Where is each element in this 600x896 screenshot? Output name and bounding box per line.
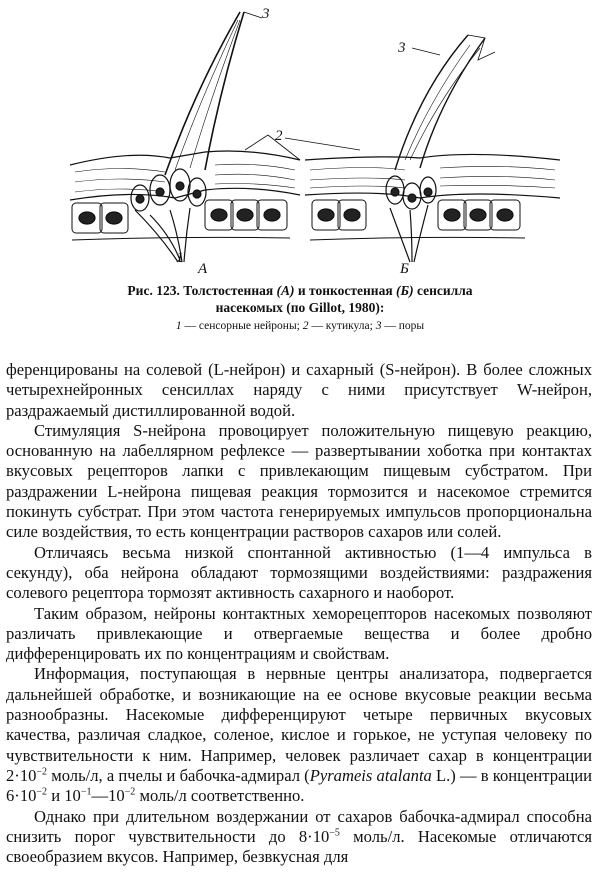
paragraph-5 [6, 664, 592, 806]
paragraph-6 [6, 807, 592, 868]
p5-exp-1: −2 [36, 766, 48, 778]
legend-num-1: 1 [175, 320, 182, 332]
legend-text-3: — поры [381, 320, 425, 332]
legend-text-2: — кутикула; [308, 320, 376, 332]
sensilla-illustration [0, 0, 600, 280]
figure-label-2: 2 [275, 128, 283, 144]
caption-b: (Б) [396, 283, 414, 298]
legend-text-1: — сенсорные нейроны; [181, 320, 303, 332]
legend-num-3: 3 [375, 320, 382, 332]
p5-exp-3: −1 [80, 786, 92, 798]
caption-line-1 [0, 282, 600, 299]
p5-exp-2: −2 [36, 786, 48, 798]
paragraph-3: Отличаясь весьма низкой спонтанной активностью (1—4 импульса в секунду), оба нейрона обладают тормозящими воздействиями: раздражения солевого рецептора тормозят активность сахарного и наоборот. [6, 542, 592, 603]
p5-exp-4: −2 [124, 786, 136, 798]
sensilla-figure [0, 0, 600, 280]
paragraph-1: ференцированы на солевой (L-нейрон) и сахарный (S-нейрон). В более сложных четырехнейронных сенсиллах наряду с ними присутствует W-нейрон, раздражаемый дистиллированной водой. [6, 360, 592, 420]
p5-part-b: моль/л, а пчелы и бабочка-адмирал ( [47, 765, 310, 785]
body-text [6, 360, 592, 867]
p5-part-c: L.) — в концентрации 6·10 [6, 765, 592, 806]
figure-label-a: А [198, 261, 208, 277]
p5-part-f: моль/л соответственно. [135, 786, 305, 806]
caption-suffix: сенсилла [413, 283, 473, 298]
figure-label-3-right: 3 [398, 40, 406, 56]
p6-part-b: моль/л. Насекомые отличаются своеобразием вкусов. Например, безвкусная для [6, 826, 592, 867]
caption-prefix: Рис. 123. Толстостенная [127, 283, 277, 298]
p5-part-a: Информация, поступающая в нервные центры анализатора, подвергается дальнейшей обработке, и возникающие на ее основе вкусовые реакции весьма разнообразны. Насекомые дифференцируют четыре первичных вкусовых качества, различая сладкое, соленое, кислое и горькое, не уступая человеку по чувствительности к ним. Например, человек различает сахар в концентрации 2·10 [6, 664, 592, 785]
p5-part-d: и 10 [47, 786, 81, 806]
paragraph-4: Таким образом, нейроны контактных хеморецепторов насекомых позволяют различать привлекающие и отвергаемые вещества и более дробно дифференцировать их по концентрациям и свойствам. [6, 603, 592, 664]
figure-label-3-left: 3 [262, 6, 270, 22]
caption-mid: и тонкостенная [294, 283, 396, 298]
p5-part-e: —10 [91, 786, 125, 806]
figure-label-b: Б [400, 261, 409, 277]
caption-a: (А) [276, 283, 295, 298]
figure-legend [0, 320, 600, 332]
caption-line-2: насекомых (по Gillot, 1980): [215, 300, 385, 315]
legend-num-2: 2 [302, 320, 309, 332]
paragraph-2: Стимуляция S-нейрона провоцирует положительную пищевую реакцию, основанную на лабеллярном рефлексе — развертывании хоботка при контактах вкусовых рецепторов лапки с привлекающим пищевым субстратом. При раздражении L-нейрона пищевая реакция тормозится и насекомое стремится покинуть субстрат. При этом частота генерируемых импульсов пропорциональна силе воздействия, то есть концентрации растворов сахаров или солей. [6, 420, 592, 542]
p6-part-a: Однако при длительном воздержании от сахаров бабочка-адмирал способна снизить порог чувствительности до 8·10 [6, 806, 592, 846]
figure-caption [0, 282, 600, 316]
p6-exp: −5 [329, 827, 340, 839]
species-name: Pyrameis atalanta [309, 765, 432, 785]
figure-label-1: 1 [176, 250, 184, 266]
